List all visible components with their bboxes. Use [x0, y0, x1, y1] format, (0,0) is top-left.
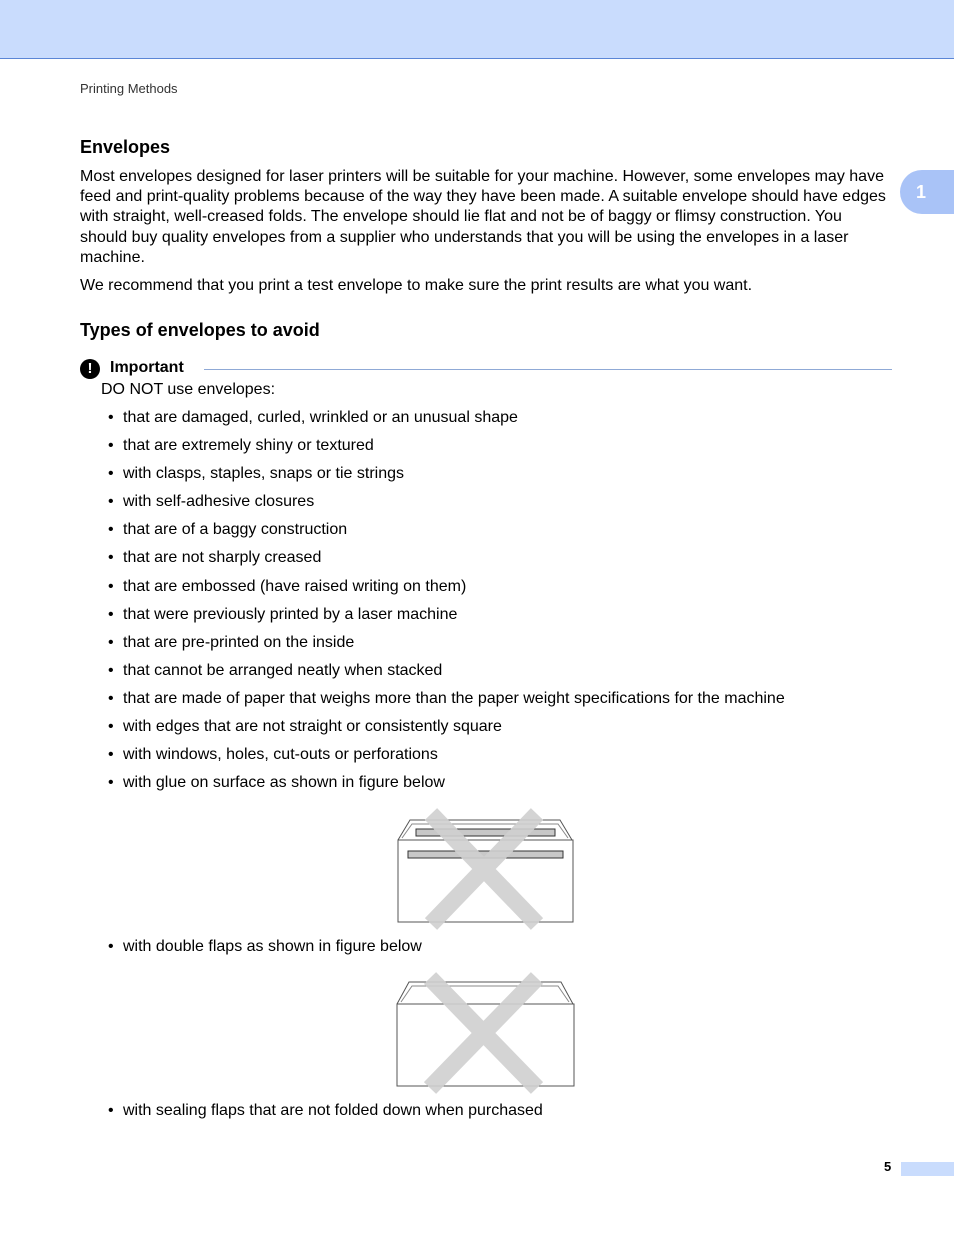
bullet: •: [108, 521, 114, 539]
list-item: [108, 937, 422, 957]
bullet: •: [108, 577, 114, 595]
subsection-title: Types of envelopes to avoid: [80, 320, 320, 340]
list-item: [108, 436, 785, 464]
list-item-text: with double flaps as shown in figure below: [123, 938, 422, 955]
list-item: [108, 773, 785, 801]
page-tab: [901, 1162, 954, 1176]
list-item: [108, 492, 785, 520]
list-item-text: that are embossed (have raised writing on them): [123, 577, 467, 595]
bullet: •: [108, 661, 114, 679]
envelope-flap: [397, 982, 573, 1004]
list-item: [108, 633, 785, 661]
list-item: [108, 408, 785, 436]
bullet: •: [108, 549, 114, 567]
running-head: Printing Methods: [80, 81, 178, 96]
list-item-text: with glue on surface as shown in figure below: [123, 774, 445, 792]
avoid-list: [108, 408, 785, 801]
page-number: 5: [884, 1159, 892, 1174]
list-item-text: that were previously printed by a laser machine: [123, 605, 458, 623]
bullet: •: [108, 1102, 114, 1119]
list-item: [108, 548, 785, 576]
list-item-text: with self-adhesive closures: [123, 493, 315, 511]
list-item: [108, 520, 785, 548]
bullet: •: [108, 409, 114, 426]
list-item: [108, 717, 785, 745]
list-item-text: with sealing flaps that are not folded down when purchased: [123, 1102, 543, 1119]
list-item: [108, 689, 785, 717]
envelope-glue-figure: [396, 806, 576, 932]
important-heading: [80, 358, 892, 380]
section-paragraph-1: Most envelopes designed for laser printers will be suitable for your machine. However, some envelopes may have feed and print-quality problems because of the way they have been made. A suitable envelope should have edges with straight, well-creased folds. The envelope should lie flat and not be of baggy or flimsy construction. You should buy quality envelopes from a supplier who understands that you will be using the envelopes in a laser machine.: [80, 168, 886, 266]
list-item-text: that are pre-printed on the inside: [123, 633, 355, 651]
avoid-list-continued: [108, 937, 422, 957]
section-paragraph-2: We recommend that you print a test envelope to make sure the print results are what you want.: [80, 277, 753, 294]
list-item-text: that are damaged, curled, wrinkled or an unusual shape: [123, 409, 518, 426]
bullet: •: [108, 437, 114, 455]
bullet: •: [108, 633, 114, 651]
list-item-text: that are extremely shiny or textured: [123, 437, 374, 455]
list-item-text: with windows, holes, cut-outs or perforations: [123, 746, 438, 764]
list-item: [108, 661, 785, 689]
list-item: [108, 605, 785, 633]
list-item-text: that cannot be arranged neatly when stacked: [123, 661, 443, 679]
exclamation-circle-icon: !: [80, 359, 100, 379]
section-title: Envelopes: [80, 137, 171, 157]
bullet: •: [108, 465, 114, 483]
list-item: [108, 1101, 543, 1121]
avoid-list-final: [108, 1101, 543, 1121]
list-item-text: that are of a baggy construction: [123, 521, 348, 539]
bullet: •: [108, 689, 114, 707]
important-intro: DO NOT use envelopes:: [101, 381, 276, 398]
list-item: [108, 577, 785, 605]
list-item-text: with edges that are not straight or consistently square: [123, 718, 502, 736]
bullet: •: [108, 746, 114, 764]
chapter-tab[interactable]: 1: [900, 170, 954, 214]
header-band: [0, 0, 954, 59]
bullet: •: [108, 493, 114, 511]
list-item: [108, 745, 785, 773]
bullet: •: [108, 718, 114, 736]
bullet: •: [108, 938, 114, 955]
list-item-text: with clasps, staples, snaps or tie strings: [123, 465, 405, 483]
envelope-double-flap-figure: [395, 970, 577, 1095]
list-item-text: that are made of paper that weighs more than the paper weight specifications for the machine: [123, 689, 785, 707]
list-item-text: that are not sharply creased: [123, 549, 322, 567]
important-label: Important: [110, 359, 184, 376]
bullet: •: [108, 774, 114, 792]
bullet: •: [108, 605, 114, 623]
list-item: [108, 464, 785, 492]
important-divider: [204, 369, 892, 370]
